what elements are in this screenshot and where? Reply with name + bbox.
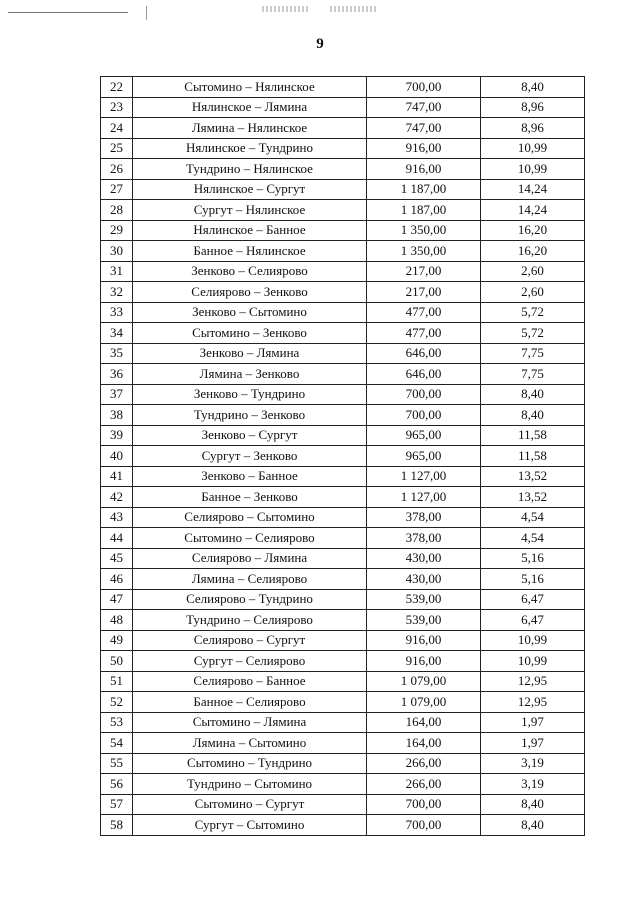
page-number: 9 bbox=[316, 36, 324, 52]
price-cell: 916,00 bbox=[367, 651, 481, 672]
route-cell: Сургут – Селиярово bbox=[133, 651, 367, 672]
rate-cell: 8,40 bbox=[481, 794, 585, 815]
route-cell: Селиярово – Сургут bbox=[133, 630, 367, 651]
route-cell: Банное – Селиярово bbox=[133, 692, 367, 713]
rate-cell: 4,54 bbox=[481, 528, 585, 549]
route-cell: Селиярово – Тундрино bbox=[133, 589, 367, 610]
rate-cell: 4,54 bbox=[481, 507, 585, 528]
price-cell: 1 350,00 bbox=[367, 241, 481, 262]
table-row bbox=[101, 671, 585, 692]
row-number-cell: 48 bbox=[101, 610, 133, 631]
price-cell: 164,00 bbox=[367, 733, 481, 754]
row-number-cell: 26 bbox=[101, 159, 133, 180]
row-number-cell: 28 bbox=[101, 200, 133, 221]
route-cell: Селиярово – Лямина bbox=[133, 548, 367, 569]
scan-artifact-smudge-left bbox=[262, 6, 310, 12]
rate-cell: 8,40 bbox=[481, 815, 585, 836]
row-number-cell: 50 bbox=[101, 651, 133, 672]
rate-cell: 10,99 bbox=[481, 651, 585, 672]
price-cell: 477,00 bbox=[367, 302, 481, 323]
row-number-cell: 45 bbox=[101, 548, 133, 569]
row-number-cell: 37 bbox=[101, 384, 133, 405]
route-cell: Сытомино – Сургут bbox=[133, 794, 367, 815]
route-cell: Нялинское – Банное bbox=[133, 220, 367, 241]
route-cell: Лямина – Нялинское bbox=[133, 118, 367, 139]
row-number-cell: 47 bbox=[101, 589, 133, 610]
row-number-cell: 56 bbox=[101, 774, 133, 795]
row-number-cell: 42 bbox=[101, 487, 133, 508]
table-row bbox=[101, 302, 585, 323]
row-number-cell: 58 bbox=[101, 815, 133, 836]
row-number-cell: 43 bbox=[101, 507, 133, 528]
table-row bbox=[101, 630, 585, 651]
price-cell: 1 187,00 bbox=[367, 179, 481, 200]
route-cell: Сытомино – Зенково bbox=[133, 323, 367, 344]
route-cell: Лямина – Зенково bbox=[133, 364, 367, 385]
row-number-cell: 57 bbox=[101, 794, 133, 815]
route-cell: Сургут – Нялинское bbox=[133, 200, 367, 221]
rate-cell: 10,99 bbox=[481, 159, 585, 180]
price-cell: 378,00 bbox=[367, 507, 481, 528]
price-cell: 539,00 bbox=[367, 610, 481, 631]
price-cell: 1 127,00 bbox=[367, 487, 481, 508]
price-cell: 700,00 bbox=[367, 794, 481, 815]
route-cell: Тундрино – Сытомино bbox=[133, 774, 367, 795]
row-number-cell: 24 bbox=[101, 118, 133, 139]
table-row bbox=[101, 77, 585, 98]
table-row bbox=[101, 220, 585, 241]
row-number-cell: 33 bbox=[101, 302, 133, 323]
table-row bbox=[101, 323, 585, 344]
price-cell: 700,00 bbox=[367, 815, 481, 836]
price-cell: 700,00 bbox=[367, 405, 481, 426]
fare-table bbox=[100, 76, 585, 836]
rate-cell: 8,40 bbox=[481, 405, 585, 426]
route-cell: Зенково – Тундрино bbox=[133, 384, 367, 405]
rate-cell: 5,72 bbox=[481, 323, 585, 344]
price-cell: 164,00 bbox=[367, 712, 481, 733]
table-row bbox=[101, 528, 585, 549]
route-cell: Селиярово – Сытомино bbox=[133, 507, 367, 528]
price-cell: 266,00 bbox=[367, 774, 481, 795]
price-cell: 430,00 bbox=[367, 548, 481, 569]
price-cell: 266,00 bbox=[367, 753, 481, 774]
row-number-cell: 36 bbox=[101, 364, 133, 385]
table-row bbox=[101, 97, 585, 118]
table-row bbox=[101, 651, 585, 672]
rate-cell: 13,52 bbox=[481, 466, 585, 487]
rate-cell: 16,20 bbox=[481, 220, 585, 241]
row-number-cell: 34 bbox=[101, 323, 133, 344]
row-number-cell: 52 bbox=[101, 692, 133, 713]
price-cell: 646,00 bbox=[367, 343, 481, 364]
route-cell: Селиярово – Банное bbox=[133, 671, 367, 692]
price-cell: 1 079,00 bbox=[367, 692, 481, 713]
table-row bbox=[101, 425, 585, 446]
table-row bbox=[101, 507, 585, 528]
route-cell: Нялинское – Тундрино bbox=[133, 138, 367, 159]
row-number-cell: 29 bbox=[101, 220, 133, 241]
rate-cell: 6,47 bbox=[481, 610, 585, 631]
row-number-cell: 51 bbox=[101, 671, 133, 692]
rate-cell: 16,20 bbox=[481, 241, 585, 262]
rate-cell: 8,96 bbox=[481, 118, 585, 139]
rate-cell: 5,16 bbox=[481, 548, 585, 569]
table-row bbox=[101, 364, 585, 385]
row-number-cell: 27 bbox=[101, 179, 133, 200]
route-cell: Сытомино – Тундрино bbox=[133, 753, 367, 774]
price-cell: 965,00 bbox=[367, 446, 481, 467]
row-number-cell: 44 bbox=[101, 528, 133, 549]
row-number-cell: 53 bbox=[101, 712, 133, 733]
table-row bbox=[101, 753, 585, 774]
table-row bbox=[101, 200, 585, 221]
rate-cell: 14,24 bbox=[481, 200, 585, 221]
row-number-cell: 25 bbox=[101, 138, 133, 159]
table-row bbox=[101, 179, 585, 200]
rate-cell: 3,19 bbox=[481, 774, 585, 795]
table-row bbox=[101, 774, 585, 795]
table-row bbox=[101, 261, 585, 282]
price-cell: 378,00 bbox=[367, 528, 481, 549]
rate-cell: 12,95 bbox=[481, 671, 585, 692]
table-row bbox=[101, 282, 585, 303]
route-cell: Сургут – Сытомино bbox=[133, 815, 367, 836]
table-row bbox=[101, 138, 585, 159]
route-cell: Тундрино – Селиярово bbox=[133, 610, 367, 631]
route-cell: Сытомино – Лямина bbox=[133, 712, 367, 733]
table-row bbox=[101, 589, 585, 610]
table-row bbox=[101, 815, 585, 836]
price-cell: 1 187,00 bbox=[367, 200, 481, 221]
route-cell: Зенково – Сургут bbox=[133, 425, 367, 446]
table-row bbox=[101, 548, 585, 569]
table-row bbox=[101, 159, 585, 180]
price-cell: 916,00 bbox=[367, 138, 481, 159]
row-number-cell: 35 bbox=[101, 343, 133, 364]
price-cell: 217,00 bbox=[367, 282, 481, 303]
rate-cell: 5,16 bbox=[481, 569, 585, 590]
route-cell: Нялинское – Лямина bbox=[133, 97, 367, 118]
row-number-cell: 54 bbox=[101, 733, 133, 754]
route-cell: Тундрино – Нялинское bbox=[133, 159, 367, 180]
table-row bbox=[101, 466, 585, 487]
row-number-cell: 22 bbox=[101, 77, 133, 98]
rate-cell: 10,99 bbox=[481, 138, 585, 159]
fare-table-body bbox=[101, 77, 585, 836]
route-cell: Зенково – Сытомино bbox=[133, 302, 367, 323]
row-number-cell: 32 bbox=[101, 282, 133, 303]
price-cell: 1 127,00 bbox=[367, 466, 481, 487]
price-cell: 646,00 bbox=[367, 364, 481, 385]
rate-cell: 8,40 bbox=[481, 384, 585, 405]
rate-cell: 2,60 bbox=[481, 282, 585, 303]
rate-cell: 1,97 bbox=[481, 733, 585, 754]
rate-cell: 5,72 bbox=[481, 302, 585, 323]
row-number-cell: 49 bbox=[101, 630, 133, 651]
price-cell: 477,00 bbox=[367, 323, 481, 344]
route-cell: Сургут – Зенково bbox=[133, 446, 367, 467]
price-cell: 747,00 bbox=[367, 118, 481, 139]
rate-cell: 7,75 bbox=[481, 364, 585, 385]
table-row bbox=[101, 487, 585, 508]
row-number-cell: 23 bbox=[101, 97, 133, 118]
rate-cell: 8,96 bbox=[481, 97, 585, 118]
route-cell: Селиярово – Зенково bbox=[133, 282, 367, 303]
price-cell: 965,00 bbox=[367, 425, 481, 446]
route-cell: Тундрино – Зенково bbox=[133, 405, 367, 426]
price-cell: 1 079,00 bbox=[367, 671, 481, 692]
price-cell: 916,00 bbox=[367, 630, 481, 651]
price-cell: 217,00 bbox=[367, 261, 481, 282]
price-cell: 1 350,00 bbox=[367, 220, 481, 241]
table-row bbox=[101, 794, 585, 815]
rate-cell: 8,40 bbox=[481, 77, 585, 98]
table-row bbox=[101, 733, 585, 754]
route-cell: Банное – Нялинское bbox=[133, 241, 367, 262]
route-cell: Зенково – Банное bbox=[133, 466, 367, 487]
row-number-cell: 38 bbox=[101, 405, 133, 426]
row-number-cell: 40 bbox=[101, 446, 133, 467]
rate-cell: 1,97 bbox=[481, 712, 585, 733]
table-row bbox=[101, 405, 585, 426]
table-row bbox=[101, 446, 585, 467]
price-cell: 539,00 bbox=[367, 589, 481, 610]
table-row bbox=[101, 610, 585, 631]
table-row bbox=[101, 118, 585, 139]
row-number-cell: 31 bbox=[101, 261, 133, 282]
route-cell: Сытомино – Селиярово bbox=[133, 528, 367, 549]
row-number-cell: 39 bbox=[101, 425, 133, 446]
rate-cell: 13,52 bbox=[481, 487, 585, 508]
rate-cell: 12,95 bbox=[481, 692, 585, 713]
table-row bbox=[101, 343, 585, 364]
price-cell: 747,00 bbox=[367, 97, 481, 118]
scan-artifact-smudge-right bbox=[330, 6, 376, 12]
scan-artifact-rule bbox=[8, 12, 128, 13]
route-cell: Зенково – Селиярово bbox=[133, 261, 367, 282]
table-row bbox=[101, 692, 585, 713]
rate-cell: 6,47 bbox=[481, 589, 585, 610]
table-row bbox=[101, 241, 585, 262]
price-cell: 916,00 bbox=[367, 159, 481, 180]
route-cell: Банное – Зенково bbox=[133, 487, 367, 508]
rate-cell: 3,19 bbox=[481, 753, 585, 774]
price-cell: 700,00 bbox=[367, 77, 481, 98]
price-cell: 700,00 bbox=[367, 384, 481, 405]
rate-cell: 11,58 bbox=[481, 446, 585, 467]
rate-cell: 7,75 bbox=[481, 343, 585, 364]
price-cell: 430,00 bbox=[367, 569, 481, 590]
route-cell: Лямина – Сытомино bbox=[133, 733, 367, 754]
rate-cell: 14,24 bbox=[481, 179, 585, 200]
route-cell: Зенково – Лямина bbox=[133, 343, 367, 364]
row-number-cell: 55 bbox=[101, 753, 133, 774]
route-cell: Лямина – Селиярово bbox=[133, 569, 367, 590]
table-row bbox=[101, 712, 585, 733]
row-number-cell: 30 bbox=[101, 241, 133, 262]
scan-artifact-tick bbox=[146, 6, 147, 20]
table-row bbox=[101, 569, 585, 590]
route-cell: Нялинское – Сургут bbox=[133, 179, 367, 200]
table-row bbox=[101, 384, 585, 405]
route-cell: Сытомино – Нялинское bbox=[133, 77, 367, 98]
rate-cell: 11,58 bbox=[481, 425, 585, 446]
row-number-cell: 41 bbox=[101, 466, 133, 487]
rate-cell: 2,60 bbox=[481, 261, 585, 282]
row-number-cell: 46 bbox=[101, 569, 133, 590]
rate-cell: 10,99 bbox=[481, 630, 585, 651]
